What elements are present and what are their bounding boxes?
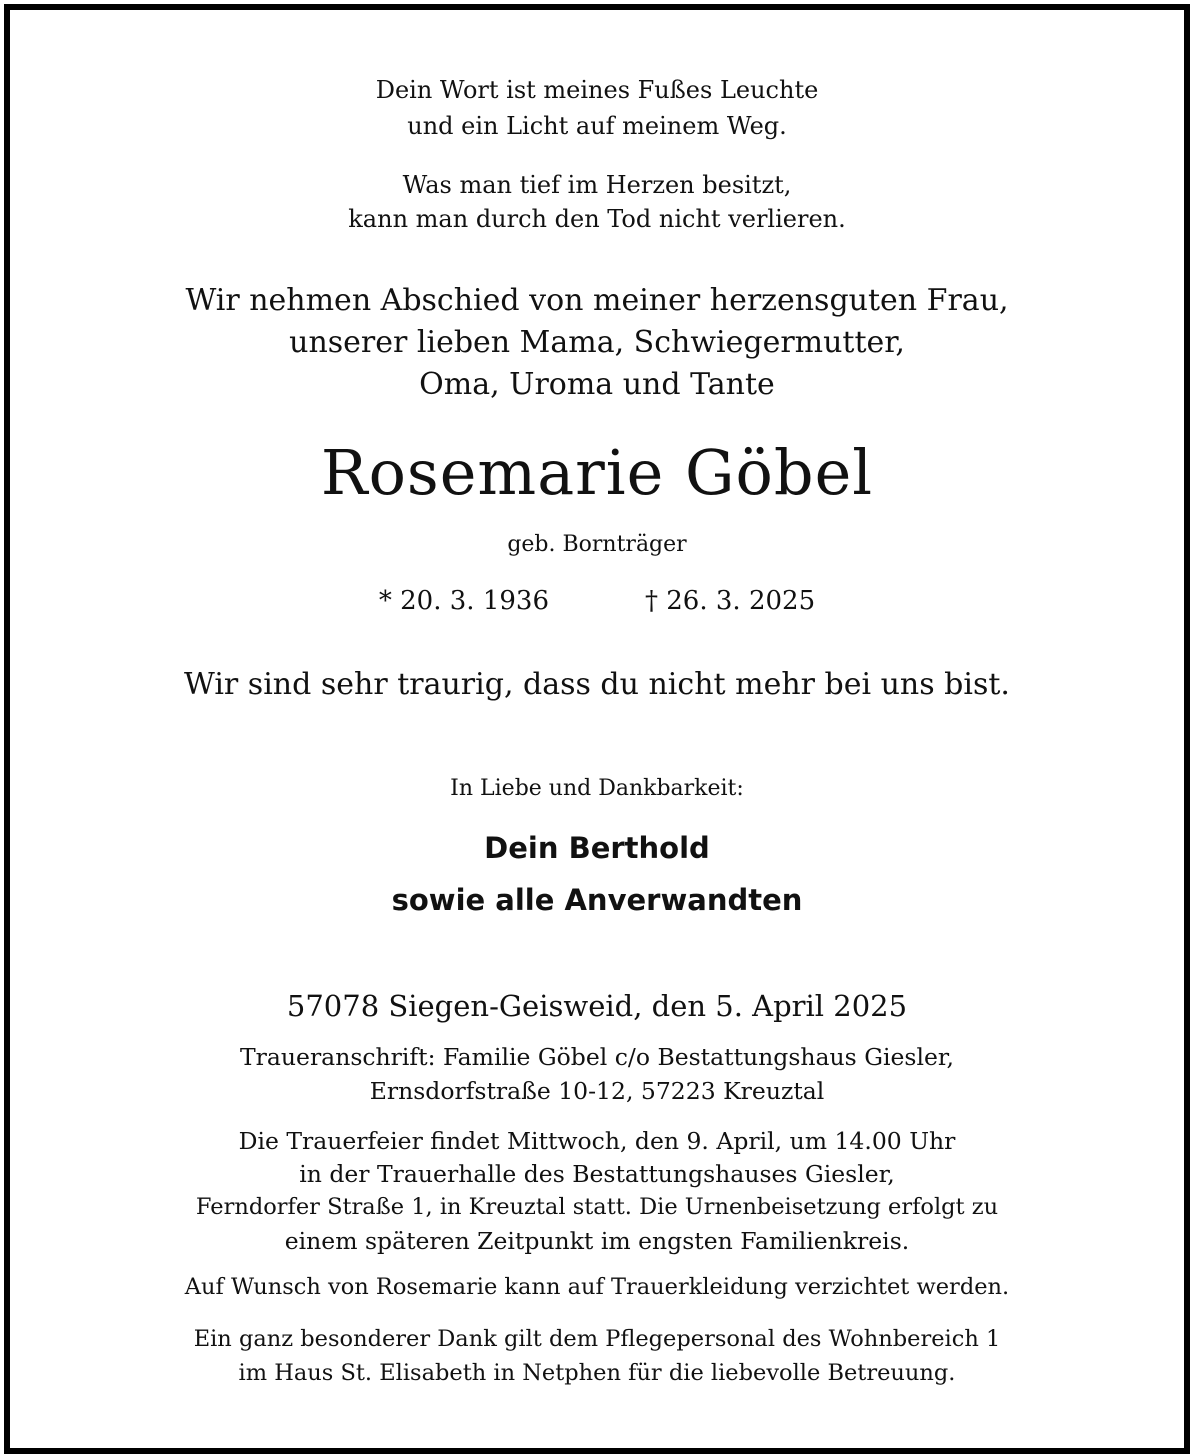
- verse-line-1: Dein Wort ist meines Fußes Leuchte: [375, 76, 819, 104]
- verse-line-3: Was man tief im Herzen besitzt,: [402, 171, 792, 199]
- signer-primary: Dein Berthold: [484, 831, 710, 865]
- intro-line-1: Wir nehmen Abschied von meiner herzensguten Frau,: [185, 283, 1009, 318]
- address-line-1: Traueranschrift: Familie Göbel c/o Bestattungshaus Giesler,: [239, 1043, 955, 1071]
- attire-note: Auf Wunsch von Rosemarie kann auf Trauerkleidung verzichtet werden.: [184, 1274, 1010, 1300]
- ceremony-line-1: Die Trauerfeier findet Mittwoch, den 9. April, um 14.00 Uhr: [238, 1127, 956, 1155]
- death-date: † 26. 3. 2025: [645, 586, 816, 616]
- obituary-frame: [4, 4, 1190, 1454]
- maiden-name: geb. Bornträger: [507, 532, 687, 557]
- verse-line-4: kann man durch den Tod nicht verlieren.: [348, 205, 846, 233]
- intro-line-3: Oma, Uroma und Tante: [419, 367, 775, 402]
- intro-line-2: unserer lieben Mama, Schwiegermutter,: [289, 325, 905, 360]
- ceremony-line-2: in der Trauerhalle des Bestattungshauses Giesler,: [299, 1160, 895, 1188]
- place-date: 57078 Siegen-Geisweid, den 5. April 2025: [286, 989, 908, 1023]
- deceased-name: Rosemarie Göbel: [320, 436, 874, 509]
- thanks-line-2: im Haus St. Elisabeth in Netphen für die liebevolle Betreuung.: [238, 1360, 956, 1386]
- life-dates: [10, 588, 1184, 614]
- closing-label: In Liebe und Dankbarkeit:: [450, 776, 744, 801]
- thanks-line-1: Ein ganz besonderer Dank gilt dem Pflegepersonal des Wohnbereich 1: [193, 1326, 1001, 1352]
- ceremony-line-3: Ferndorfer Straße 1, in Kreuztal statt. Die Urnenbeisetzung erfolgt zu: [195, 1194, 999, 1220]
- birth-date: * 20. 3. 1936: [378, 586, 549, 616]
- ceremony-line-4: einem späteren Zeitpunkt im engsten Familienkreis.: [284, 1227, 910, 1255]
- verse-line-2: und ein Licht auf meinem Weg.: [407, 112, 787, 140]
- address-line-2: Ernsdorfstraße 10-12, 57223 Kreuztal: [369, 1077, 825, 1105]
- sentiment-text: Wir sind sehr traurig, dass du nicht mehr bei uns bist.: [184, 667, 1010, 702]
- signer-secondary: sowie alle Anverwandten: [391, 883, 803, 917]
